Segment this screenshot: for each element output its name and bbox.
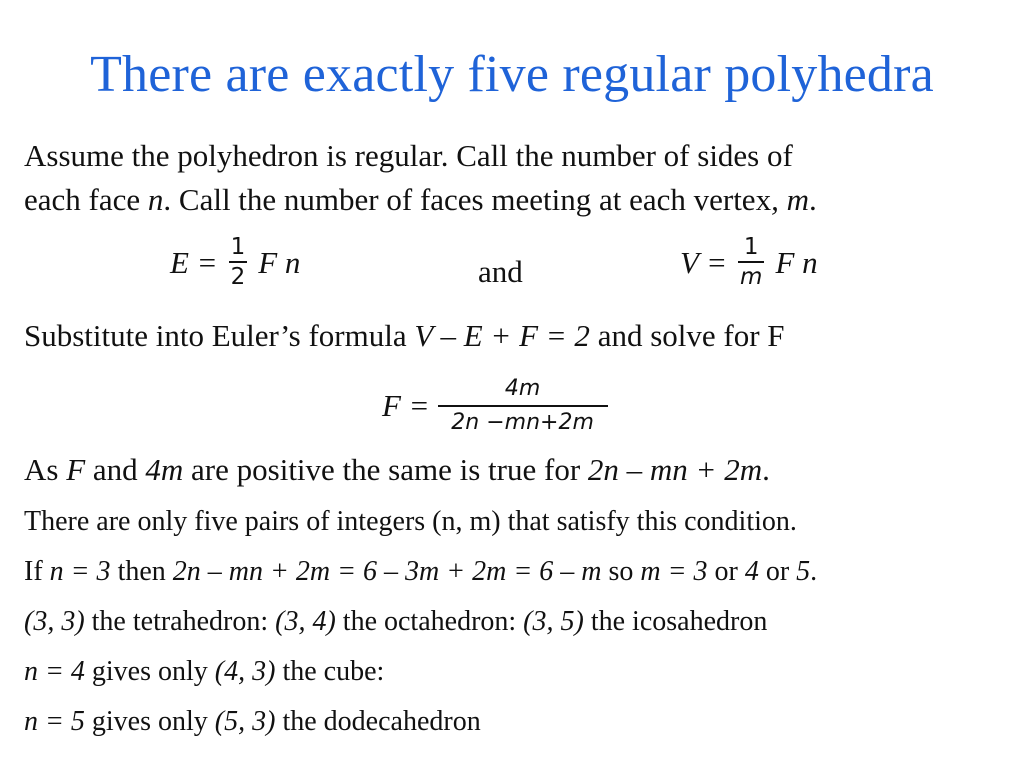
value-four: 4 <box>744 556 759 587</box>
slide-title: There are exactly five regular polyhedra <box>90 46 934 103</box>
fraction-numerator: 1 <box>230 234 246 260</box>
pair-5-3: (5, 3) <box>214 706 276 737</box>
or-word-1: or <box>707 556 745 587</box>
cube-text: the cube: <box>275 656 385 687</box>
vertex-formula <box>680 236 818 289</box>
face-count-formula <box>382 370 608 442</box>
intro-line-2 <box>24 182 1000 218</box>
n-five-line <box>24 706 1000 738</box>
positivity-middle: and <box>85 452 146 487</box>
comma-italic: , <box>771 182 779 217</box>
vertex-left: V = <box>680 244 728 280</box>
fraction-denominator: m <box>740 264 763 290</box>
positivity-prefix: As <box>24 452 67 487</box>
tetrahedron-text: the tetrahedron: <box>84 606 276 637</box>
edge-formula <box>170 236 300 289</box>
icosahedron-text: the icosahedron <box>583 606 768 637</box>
edge-right: F n <box>258 244 301 280</box>
substitution-suffix: and solve for F <box>589 318 785 353</box>
positivity-line <box>24 452 1000 488</box>
case-three-end: . <box>810 556 818 587</box>
formula-numerator: 4m <box>504 376 541 401</box>
fraction-numerator: 1 <box>743 234 759 260</box>
n-equals-three: n = 3 <box>49 556 111 587</box>
fraction-denominator: 2 <box>230 264 246 290</box>
one-over-m-fraction <box>738 236 764 289</box>
intro-text-1: Assume the polyhedron is regular. Call the number of sides of <box>24 138 793 173</box>
n-three-solutions-line <box>24 606 1000 638</box>
pair-3-3: (3, 3) <box>24 606 85 637</box>
positivity-middle-2: are positive the same is true for <box>183 452 588 487</box>
fraction-bar <box>738 261 764 263</box>
n-equals-five: n = 5 <box>24 706 85 737</box>
substitution-prefix: Substitute into Euler’s formula <box>24 318 415 353</box>
n-equals-four: n = 4 <box>24 656 85 687</box>
fraction-bar <box>229 261 248 263</box>
integer-pairs-line <box>24 506 1000 538</box>
integer-pairs-text: There are only five pairs of integers (n, m) that satisfy this condition. <box>24 506 797 537</box>
F-variable: F <box>66 452 86 487</box>
gives-only-text-5: gives only <box>84 706 215 737</box>
intro-line-1 <box>24 138 1000 174</box>
pair-3-5: (3, 5) <box>523 606 584 637</box>
n-four-line <box>24 656 1000 688</box>
euler-substitution-line <box>24 318 1000 354</box>
intro-middle: . Call the number of faces meeting at each vertex <box>163 182 772 217</box>
n-variable: n <box>147 182 164 217</box>
value-five: 5 <box>796 556 811 587</box>
if-word: If <box>24 556 50 587</box>
octahedron-text: the octahedron: <box>335 606 524 637</box>
pair-4-3: (4, 3) <box>214 656 276 687</box>
or-word-2: or <box>758 556 797 587</box>
so-word: so <box>601 556 641 587</box>
one-half-fraction <box>229 236 248 289</box>
gives-only-text-4: gives only <box>84 656 215 687</box>
four-m-expression: 4m <box>145 452 184 487</box>
formula-denominator: 2n −mn+2m <box>451 410 594 435</box>
intro-period: . <box>808 182 817 217</box>
and-word: and <box>478 254 523 289</box>
formula-bar <box>438 405 608 407</box>
m-equals-three: m = 3 <box>640 556 708 587</box>
intro-prefix: each face <box>24 182 148 217</box>
face-count-fraction <box>438 378 608 434</box>
vertex-right: F n <box>775 244 818 280</box>
positivity-end: . <box>762 452 770 487</box>
euler-formula: V – E + F = 2 <box>414 318 590 353</box>
m-variable: m <box>786 182 809 217</box>
definition-formulas <box>0 236 1024 308</box>
simplification-chain: 2n – mn + 2m = 6 – 3m + 2m = 6 – m <box>172 556 602 587</box>
formula-left: F = <box>382 388 430 423</box>
then-word: then <box>110 556 173 587</box>
pair-3-4: (3, 4) <box>275 606 336 637</box>
positivity-expression: 2n – mn + 2m <box>587 452 763 487</box>
n-equals-three-line <box>24 556 1000 588</box>
edge-left: E = <box>170 244 218 280</box>
dodecahedron-text: the dodecahedron <box>275 706 481 737</box>
space <box>779 182 787 217</box>
